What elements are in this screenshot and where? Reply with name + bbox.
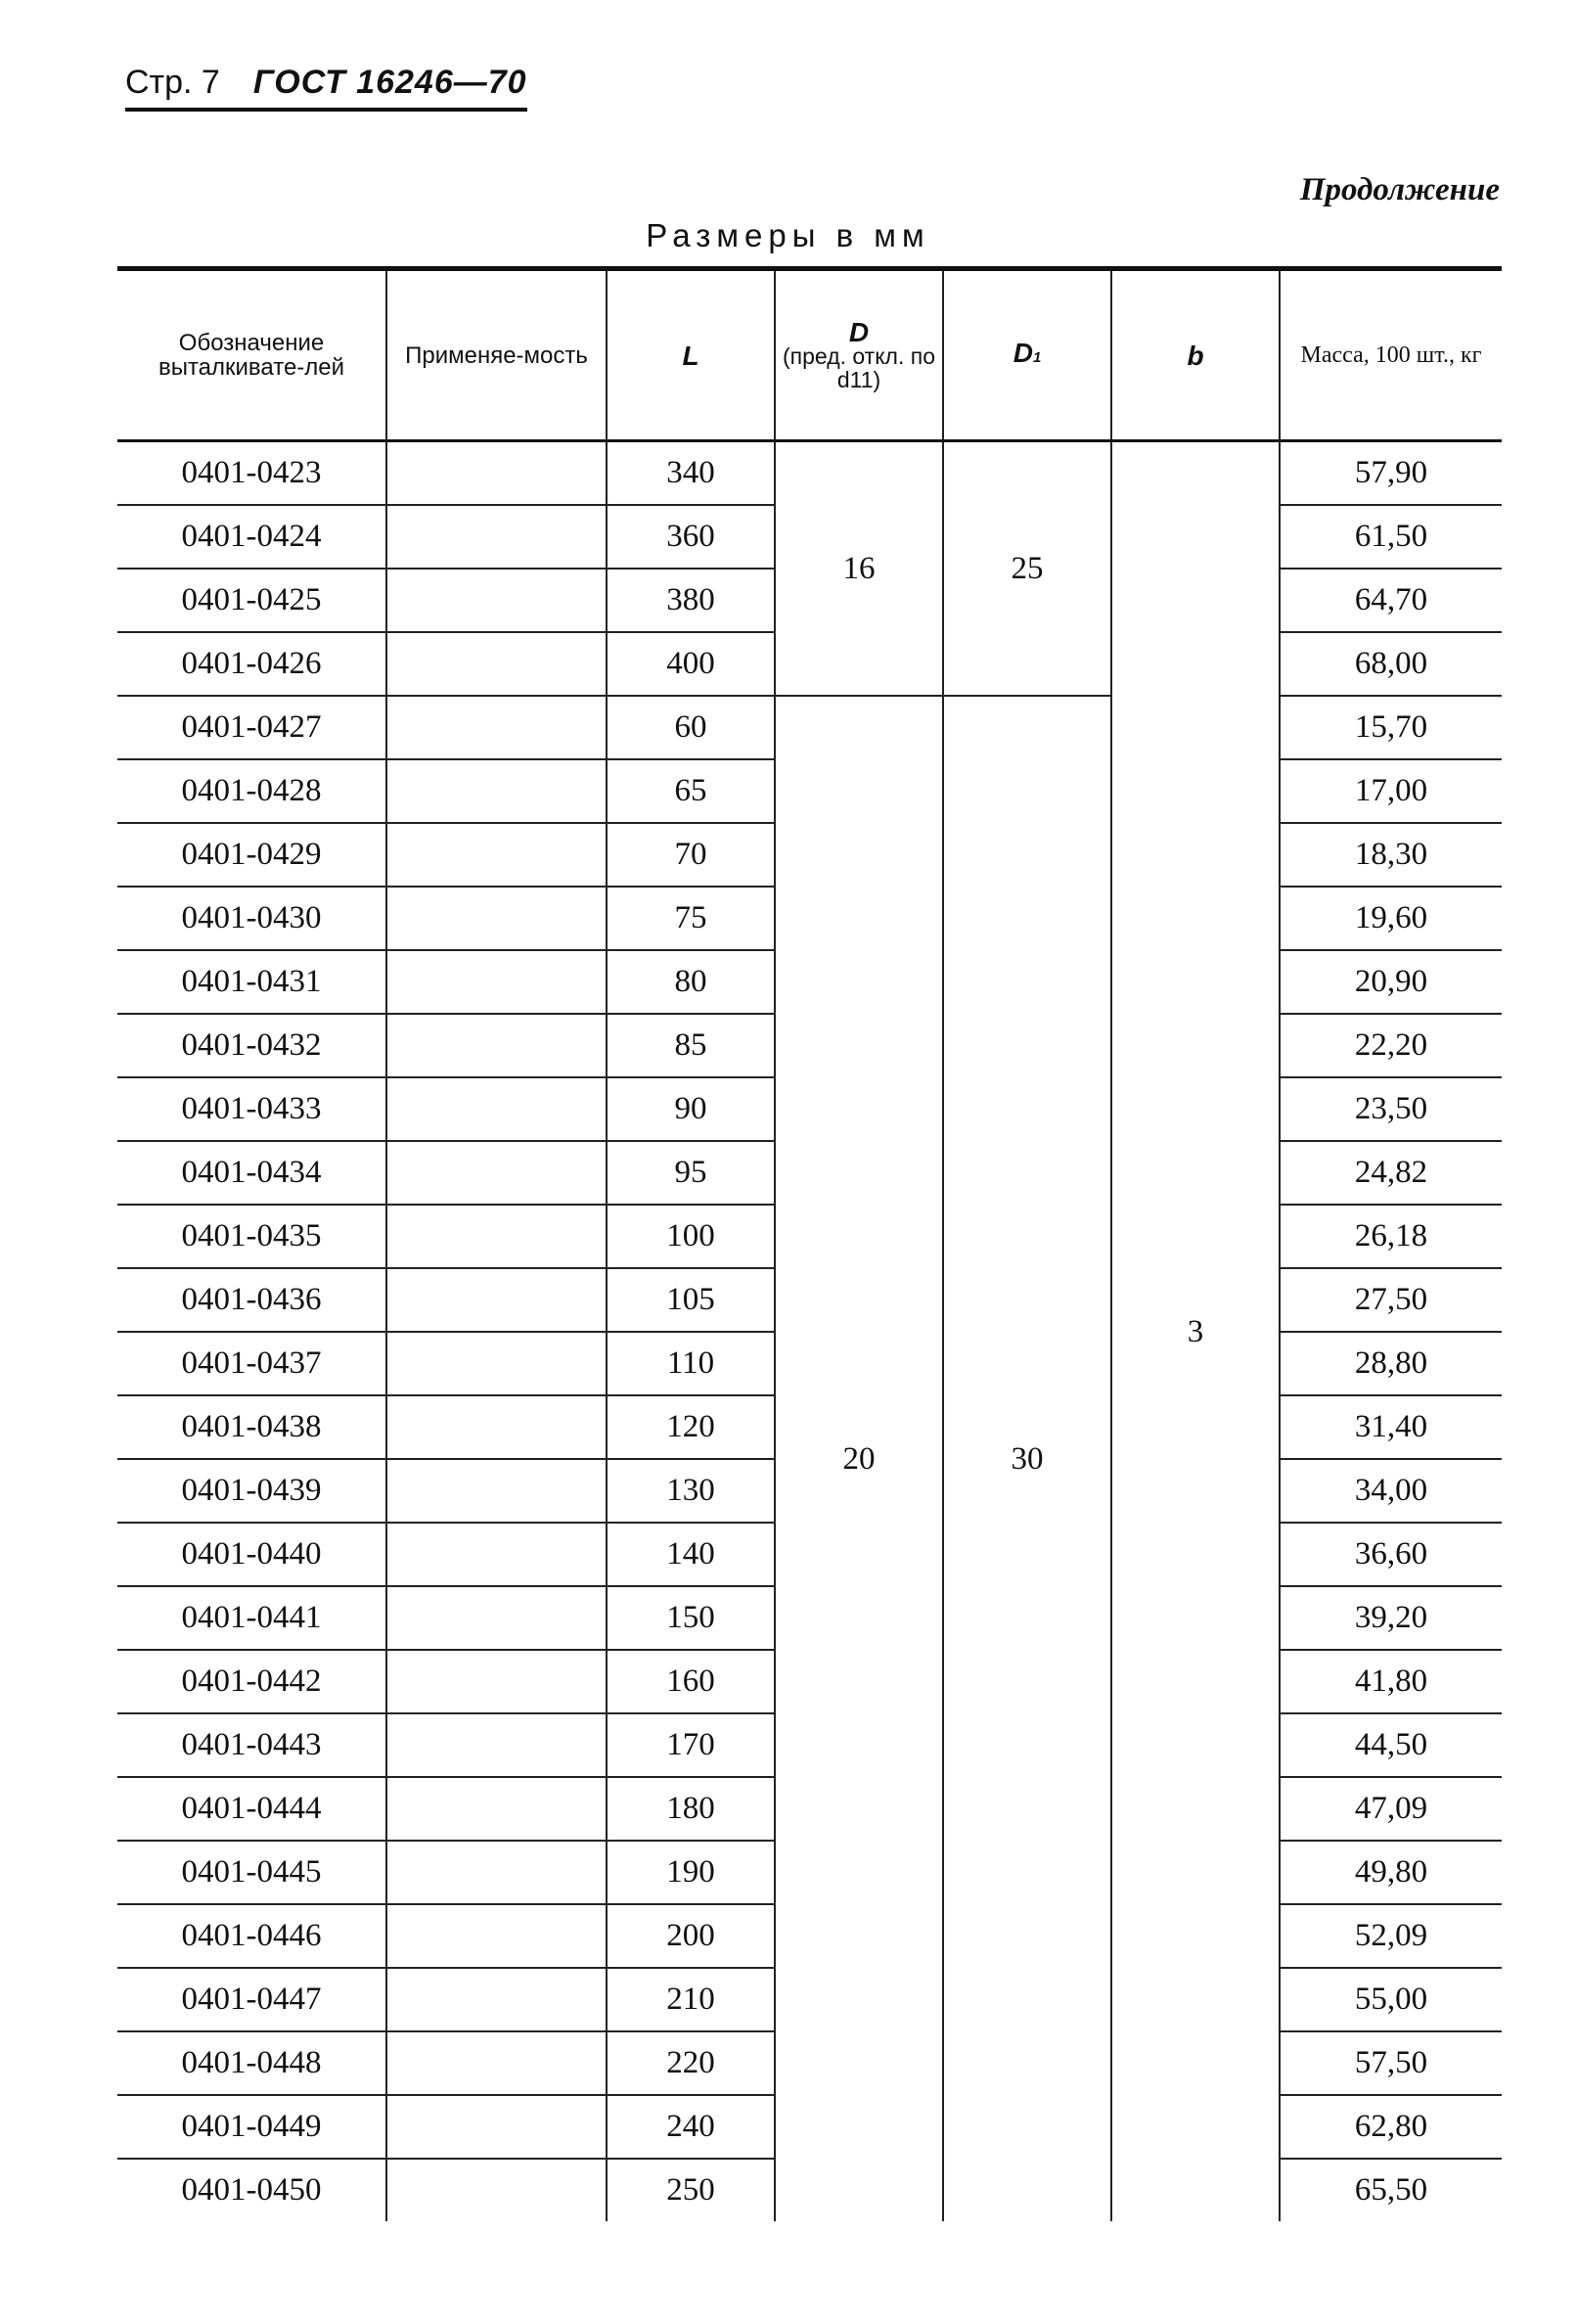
cell-designation: 0401-0426 [117,632,386,696]
cell-applicability [386,1205,607,1268]
cell-mass: 55,00 [1280,1968,1502,2031]
col-D1-subscript: 1 [1032,349,1042,366]
cell-applicability [386,696,607,759]
col-D-label: D [848,316,870,347]
cell-D1-group-2: 30 [943,696,1111,2221]
cell-designation: 0401-0439 [117,1459,386,1523]
col-b: b [1111,269,1280,441]
cell-L: 80 [607,950,775,1014]
cell-mass: 65,50 [1280,2159,1502,2221]
cell-L: 180 [607,1777,775,1841]
cell-applicability [386,950,607,1014]
col-D [775,269,943,441]
cell-L: 190 [607,1841,775,1904]
cell-designation: 0401-0423 [117,441,386,506]
cell-mass: 64,70 [1280,569,1502,632]
cell-mass: 61,50 [1280,505,1502,569]
cell-mass: 22,20 [1280,1014,1502,1077]
cell-D-group-1: 16 [775,441,943,697]
cell-L: 380 [607,569,775,632]
cell-applicability [386,2095,607,2159]
cell-designation: 0401-0435 [117,1205,386,1268]
cell-applicability [386,441,607,506]
cell-L: 240 [607,2095,775,2159]
cell-designation: 0401-0446 [117,1904,386,1968]
cell-mass: 27,50 [1280,1268,1502,1332]
cell-applicability [386,823,607,887]
cell-designation: 0401-0428 [117,759,386,823]
cell-designation: 0401-0441 [117,1586,386,1650]
cell-applicability [386,1586,607,1650]
cell-designation: 0401-0450 [181,2172,322,2208]
cell-L: 85 [607,1014,775,1077]
cell-mass: 57,90 [1280,441,1502,506]
cell-designation: 0401-0429 [117,823,386,887]
cell-mass: 18,30 [1280,823,1502,887]
cell-mass: 52,09 [1280,1904,1502,1968]
cell-designation: 0401-0431 [117,950,386,1014]
cell-mass: 20,90 [1280,950,1502,1014]
cell-applicability [386,1014,607,1077]
cell-applicability [386,1268,607,1332]
cell-designation: 0401-0433 [117,1077,386,1141]
cell-mass: 36,60 [1280,1523,1502,1586]
cell-applicability [386,2031,607,2095]
cell-D1-group-1: 25 [943,441,1111,697]
page-number: Стр. 7 [125,64,220,101]
cell-L: 360 [607,505,775,569]
cell-L: 70 [607,823,775,887]
col-L: L [607,269,775,441]
cell-L: 65 [607,759,775,823]
cell-applicability [386,1523,607,1586]
cell-mass: 47,09 [1280,1777,1502,1841]
cell-L: 130 [607,1459,775,1523]
cell-applicability [386,1968,607,2031]
cell-designation: 0401-0440 [117,1523,386,1586]
cell-mass: 15,70 [1280,696,1502,759]
cell-applicability [386,569,607,632]
cell-designation: 0401-0427 [117,696,386,759]
cell-D-group-2: 20 [775,696,943,2221]
cell-designation: 0401-0447 [117,1968,386,2031]
cell-designation: 0401-0443 [117,1713,386,1777]
col-D-note: (пред. откл. по d11) [783,342,935,392]
cell-designation: 0401-0444 [117,1777,386,1841]
cell-mass: 24,82 [1280,1141,1502,1205]
col-D1 [943,269,1111,441]
cell-designation: 0401-0434 [117,1141,386,1205]
cell-designation: 0401-0445 [117,1841,386,1904]
cell-L: 75 [607,887,775,950]
cell-L: 200 [607,1904,775,1968]
cell-L: 250 [607,2159,775,2221]
cell-applicability [386,1077,607,1141]
cell-L: 110 [607,1332,775,1395]
cell-designation: 0401-0438 [117,1395,386,1459]
cell-applicability [386,1777,607,1841]
standard-number: ГОСТ 16246—70 [252,64,527,101]
cell-L: 105 [607,1268,775,1332]
cell-applicability [386,505,607,569]
cell-applicability [386,1650,607,1713]
ejector-table [117,266,1502,2221]
header-row [117,269,1502,441]
page-header [125,61,527,112]
cell-designation: 0401-0442 [117,1650,386,1713]
cell-mass: 26,18 [1280,1205,1502,1268]
cell-b: 3 [1111,441,1280,2222]
col-designation: Обозначение выталкивате-лей [117,269,386,441]
cell-mass: 44,50 [1280,1713,1502,1777]
cell-designation: 0401-0432 [117,1014,386,1077]
cell-designation: 0401-0437 [117,1332,386,1395]
cell-applicability [386,759,607,823]
cell-designation: 0401-0448 [117,2031,386,2095]
cell-mass: 28,80 [1280,1332,1502,1395]
cell-applicability [386,1332,607,1395]
cell-L: 60 [607,696,775,759]
cell-applicability [386,887,607,950]
cell-mass: 57,50 [1280,2031,1502,2095]
table-row [117,696,1502,759]
units-caption: Размеры в мм [646,217,930,253]
cell-L: 340 [607,441,775,506]
cell-L: 400 [607,632,775,696]
cell-applicability [386,1459,607,1523]
cell-L: 160 [607,1650,775,1713]
cell-mass: 17,00 [1280,759,1502,823]
cell-L: 95 [607,1141,775,1205]
cell-L: 140 [607,1523,775,1586]
cell-mass: 19,60 [1280,887,1502,950]
cell-designation: 0401-0424 [117,505,386,569]
col-D1-label: D [1013,338,1033,368]
cell-mass: 34,00 [1280,1459,1502,1523]
cell-applicability [386,1141,607,1205]
cell-mass: 23,50 [1280,1077,1502,1141]
cell-applicability [386,1395,607,1459]
cell-applicability [386,2159,607,2221]
cell-mass: 49,80 [1280,1841,1502,1904]
col-applicability: Применяе-мость [386,269,607,441]
cell-L: 90 [607,1077,775,1141]
cell-L: 100 [607,1205,775,1268]
continuation-label: Продолжение [1299,172,1500,207]
cell-L: 220 [607,2031,775,2095]
table-row [117,441,1502,506]
cell-mass: 31,40 [1280,1395,1502,1459]
cell-designation: 0401-0430 [117,887,386,950]
cell-designation: 0401-0425 [117,569,386,632]
cell-L: 150 [607,1586,775,1650]
cell-applicability [386,1904,607,1968]
cell-applicability [386,1841,607,1904]
cell-designation: 0401-0449 [117,2095,386,2159]
cell-mass: 39,20 [1280,1586,1502,1650]
cell-L: 170 [607,1713,775,1777]
cell-mass: 62,80 [1280,2095,1502,2159]
cell-L: 210 [607,1968,775,2031]
cell-mass: 41,80 [1280,1650,1502,1713]
cell-L: 120 [607,1395,775,1459]
cell-mass: 68,00 [1280,632,1502,696]
table-body [117,441,1502,2222]
col-mass: Масса, 100 шт., кг [1280,269,1502,441]
cell-applicability [386,632,607,696]
cell-designation: 0401-0436 [117,1268,386,1332]
cell-applicability [386,1713,607,1777]
